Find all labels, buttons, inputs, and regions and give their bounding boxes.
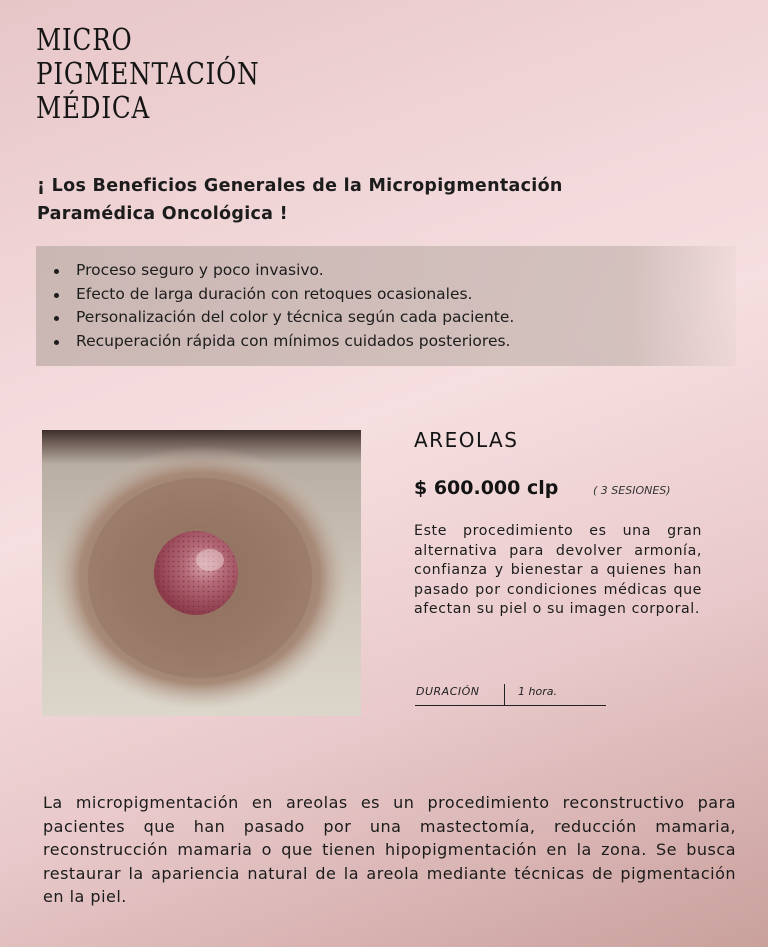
procedure-description: Este procedimiento es una gran alternativa para devolver armonía, confianza y bienestar a quienes han pasado por condiciones médicas que afectan su piel o su imagen corporal. — [414, 523, 702, 618]
duration-row — [415, 684, 606, 706]
duration-label: DURACIÓN — [416, 685, 480, 698]
procedure-price: $ 600.000 clp — [414, 477, 559, 499]
procedure-name: AREOLAS — [414, 428, 519, 452]
areola-photo — [42, 430, 361, 716]
areola-info-paragraph: La micropigmentación en areolas es un procedimiento reconstructivo para pacientes que han pasado por una mastectomía, reducción mamaria, reconstrucción mamaria o que tienen hipopigmentación en la zona. Se busca restaurar la apariencia natural de la areola mediante técnicas de pigmentación en la piel. — [43, 793, 736, 907]
title-line-2: PIGMENTACIÓN — [36, 57, 260, 92]
benefit-item: Proceso seguro y poco invasivo. — [76, 259, 736, 283]
duration-divider — [504, 684, 505, 705]
benefits-heading: ¡ Los Beneficios Generales de la Micropigmentación Paramédica Oncológica ! — [37, 176, 563, 224]
procedure-sessions: ( 3 SESIONES) — [593, 484, 671, 497]
duration-value: 1 hora. — [518, 685, 557, 698]
areola-illustration — [42, 430, 361, 716]
benefit-item: Personalización del color y técnica según cada paciente. — [76, 306, 736, 330]
benefit-item: Recuperación rápida con mínimos cuidados posteriores. — [76, 330, 736, 354]
benefit-item: Efecto de larga duración con retoques ocasionales. — [76, 283, 736, 307]
page-title — [36, 24, 260, 126]
title-line-3: MÉDICA — [36, 91, 151, 126]
benefits-list — [76, 259, 736, 353]
title-line-1: MICRO — [36, 23, 133, 58]
benefits-box — [36, 246, 736, 366]
